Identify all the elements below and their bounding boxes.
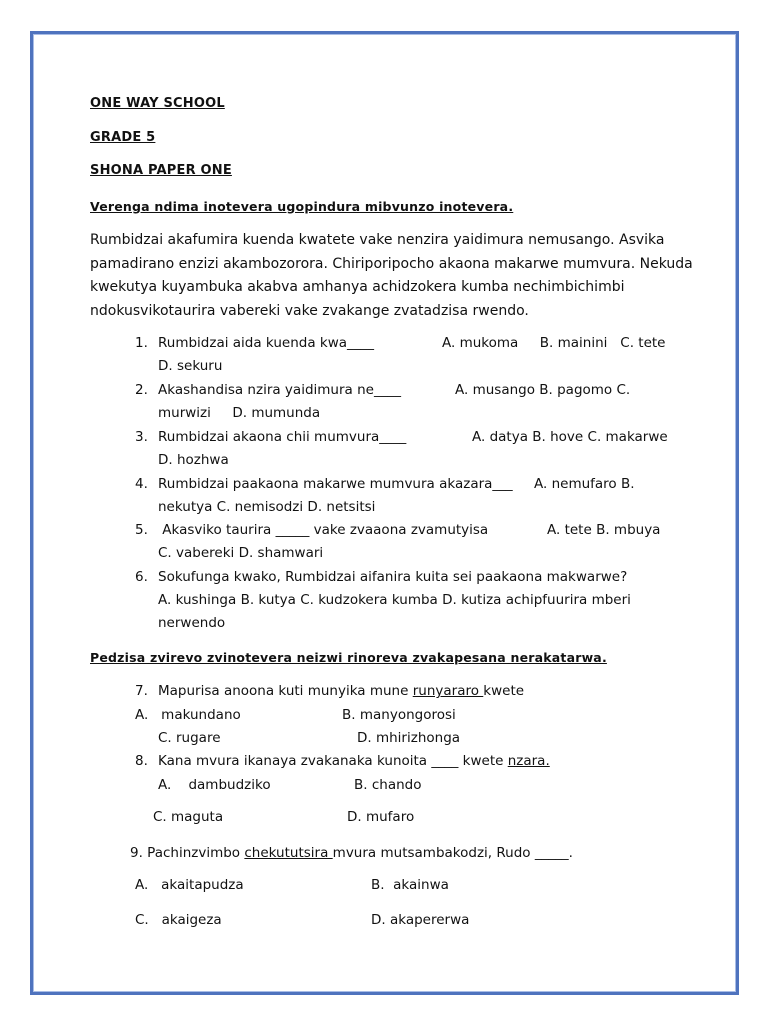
option-b: B. chando: [354, 777, 422, 793]
stem-text: mvura mutsambakodzi, Rudo _____.: [332, 845, 573, 861]
question-options: D. hozhwa: [158, 452, 229, 468]
passage-line: pamadirano enzizi akambozorora. Chiriporipocho akaona makarwe mumvura. Nekuda: [90, 255, 693, 272]
question-stem: Rumbidzai aida kuenda kwa____: [158, 335, 375, 351]
question-options: nekutya C. nemisodzi D. netsitsi: [158, 499, 376, 515]
question-stem: Rumbidzai akaona chii mumvura____: [158, 429, 407, 445]
question-options: murwizi D. mumunda: [158, 405, 321, 421]
question-options: C. vabereki D. shamwari: [158, 545, 324, 561]
option-d: D. mufaro: [347, 809, 415, 825]
question-number: 7.: [135, 683, 148, 699]
question-options: nerwendo: [158, 615, 226, 631]
reading-passage: [90, 229, 693, 323]
underlined-word: runyararo: [412, 683, 484, 699]
question-stem: Sokufunga kwako, Rumbidzai aifanira kuita sei paakaona makwarwe?: [158, 569, 628, 585]
option-b: B. manyongorosi: [342, 707, 456, 723]
question-stem: Akasviko taurira _____ vake zvaaona zvamutyisa: [158, 522, 489, 538]
question-options: A. musango B. pagomo C.: [455, 382, 631, 398]
question-number: 3.: [135, 429, 148, 445]
option-a: A. dambudziko: [158, 777, 271, 793]
stem-text: Kana mvura ikanaya zvakanaka kunoita ____ kwete: [158, 753, 508, 769]
school-name: ONE WAY SCHOOL: [90, 96, 225, 111]
option-a: A. akaitapudza: [135, 877, 244, 893]
option-a: A. makundano: [135, 707, 241, 723]
option-c: C. akaigeza: [135, 912, 222, 928]
question-number: 8.: [135, 753, 148, 769]
grade-label: GRADE 5: [90, 130, 156, 145]
question-number: 2.: [135, 382, 148, 398]
question-options: A. kushinga B. kutya C. kudzokera kumba D. kutiza achipfuurira mberi: [158, 592, 631, 608]
question-stem: [158, 752, 550, 770]
passage-line: Rumbidzai akafumira kuenda kwatete vake nenzira yaidimura nemusango. Asvika: [90, 232, 665, 248]
question-options: A. mukoma B. mainini C. tete: [442, 335, 666, 351]
question-number: 5.: [135, 522, 148, 538]
question-options: A. nemufaro B.: [534, 476, 635, 492]
section2-instruction: Pedzisa zvirevo zvinotevera neizwi rinoreva zvakapesana nerakatarwa.: [90, 650, 607, 665]
question-stem: [158, 682, 524, 700]
option-c: C. maguta: [153, 809, 224, 825]
question-number: 6.: [135, 569, 148, 585]
question-stem: [130, 844, 573, 862]
passage-line: ndokusvikotaurira vabereki vake zvakange zvatadzisa rwendo.: [90, 302, 529, 319]
question-number: 1.: [135, 335, 148, 351]
option-d: D. akapererwa: [371, 912, 470, 928]
underlined-word: nzara.: [507, 753, 550, 769]
question-stem: Akashandisa nzira yaidimura ne____: [158, 382, 401, 398]
option-b: B. akainwa: [371, 877, 449, 893]
underlined-word: chekututsira: [244, 845, 333, 861]
question-stem: Rumbidzai paakaona makarwe mumvura akazara___: [158, 476, 513, 492]
question-number: 4.: [135, 476, 148, 492]
paper-title: SHONA PAPER ONE: [90, 163, 232, 178]
stem-text: kwete: [483, 683, 525, 699]
section1-instruction: Verenga ndima inotevera ugopindura mibvunzo inotevera.: [90, 199, 514, 214]
option-d: D. mhirizhonga: [357, 730, 461, 746]
option-c: C. rugare: [158, 730, 221, 746]
stem-text: 9. Pachinzvimbo: [130, 845, 245, 861]
passage-line: kwekutya kuyambuka akabva amhanya achidzokera kumba nechimbichimbi: [90, 279, 625, 295]
question-options: A. datya B. hove C. makarwe: [472, 429, 668, 445]
question-options: D. sekuru: [158, 358, 223, 374]
question-options: A. tete B. mbuya: [547, 522, 661, 538]
stem-text: Mapurisa anoona kuti munyika mune: [158, 683, 413, 699]
